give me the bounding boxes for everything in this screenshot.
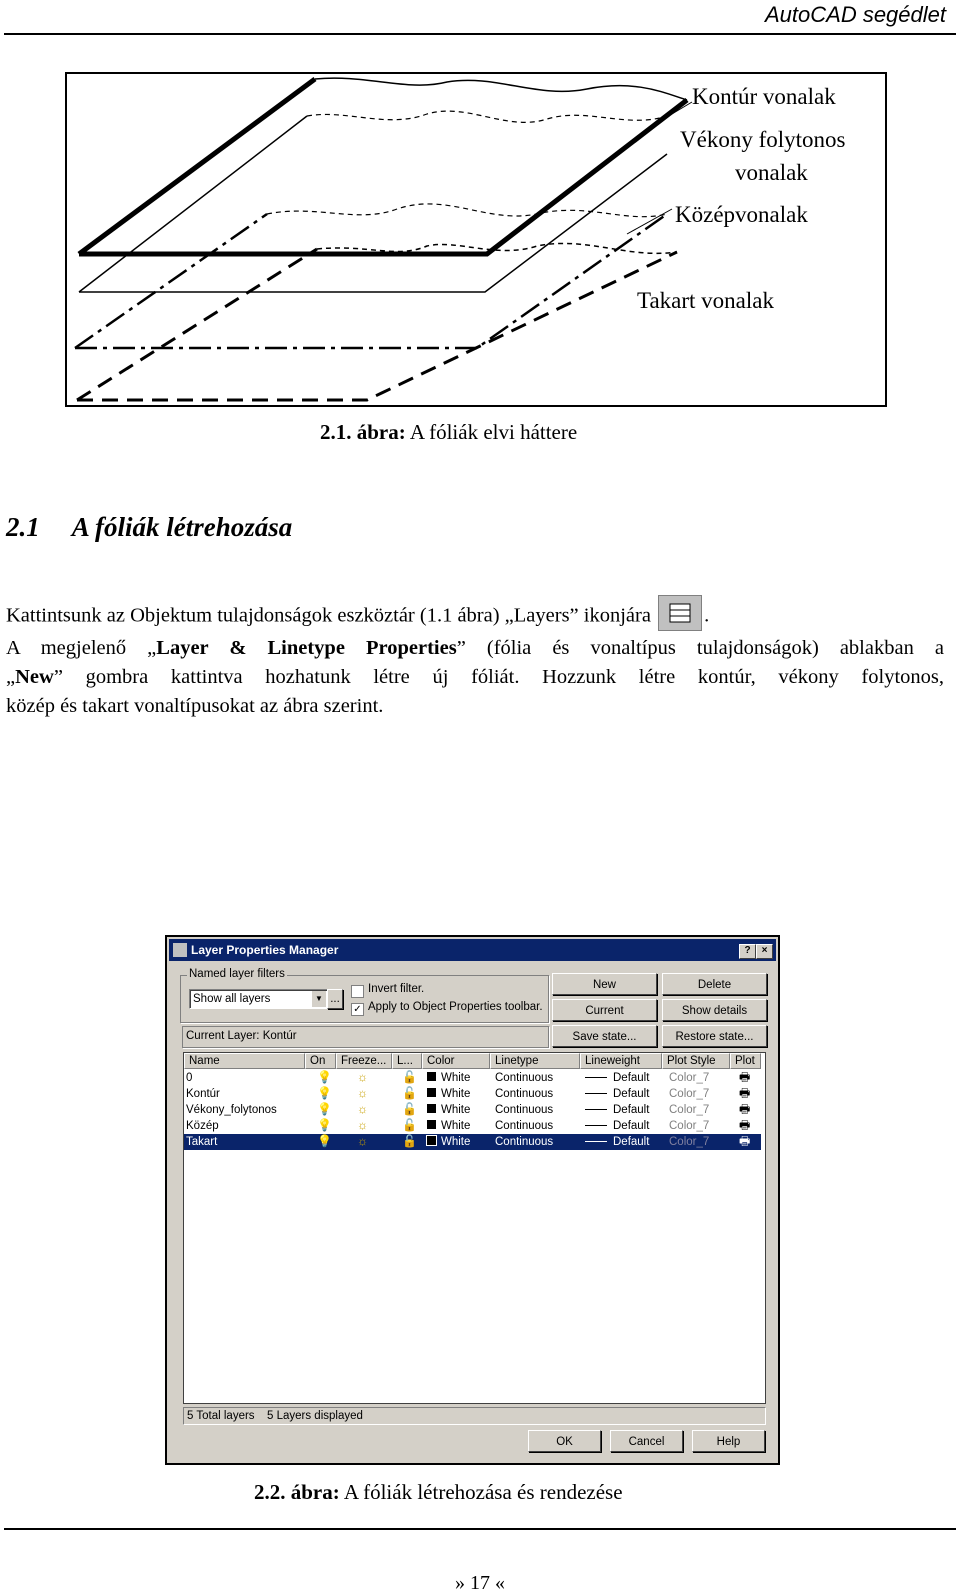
table-row[interactable] — [184, 1086, 761, 1102]
table-row[interactable] — [184, 1134, 761, 1150]
status-displayed: 5 Layers displayed — [267, 1410, 363, 1422]
delete-button[interactable]: Delete — [662, 973, 767, 995]
layer-lineweight[interactable]: Default — [585, 1118, 649, 1134]
chevron-down-icon[interactable]: ▼ — [312, 991, 326, 1007]
layer-lineweight[interactable]: Default — [585, 1134, 649, 1150]
unlocked-padlock-icon[interactable]: 🔓 — [402, 1134, 417, 1148]
paragraph-line-3: „New” gombra kattintva hozhatunk létre új fóliát. Hozzunk létre kontúr, vékony folytonos, — [6, 666, 944, 688]
unlocked-padlock-icon[interactable]: 🔓 — [402, 1086, 417, 1100]
lightbulb-on-icon[interactable]: 💡 — [317, 1134, 332, 1148]
color-swatch-icon — [427, 1072, 436, 1081]
column-header-plot-style[interactable]: Plot Style — [662, 1053, 730, 1069]
color-swatch-icon — [427, 1120, 436, 1129]
running-header: AutoCAD segédlet — [765, 2, 946, 27]
save-state-button[interactable]: Save state... — [552, 1025, 657, 1047]
layer-name: 0 — [186, 1072, 193, 1084]
layer-linetype[interactable]: Continuous — [495, 1120, 554, 1132]
printer-icon[interactable]: 🖶 — [739, 1102, 751, 1116]
layer-name: Kontúr — [186, 1088, 220, 1100]
column-header-on[interactable]: On — [305, 1053, 336, 1069]
table-row[interactable] — [184, 1070, 761, 1086]
new-button[interactable]: New — [552, 973, 657, 995]
sun-thaw-icon[interactable]: ☼ — [357, 1102, 368, 1116]
layer-lineweight[interactable]: Default — [585, 1102, 649, 1118]
help-button[interactable]: Help — [692, 1430, 765, 1452]
sun-thaw-icon[interactable]: ☼ — [357, 1134, 368, 1148]
layer-linetype[interactable]: Continuous — [495, 1088, 554, 1100]
layers-toolbar-icon — [658, 595, 702, 631]
current-button[interactable]: Current — [552, 999, 657, 1021]
printer-icon[interactable]: 🖶 — [739, 1086, 751, 1100]
color-swatch-icon — [427, 1088, 436, 1097]
column-header-linetype[interactable]: Linetype — [490, 1053, 580, 1069]
close-title-button[interactable]: × — [756, 944, 773, 959]
color-swatch-icon — [427, 1104, 436, 1113]
layer-lineweight[interactable]: Default — [585, 1086, 649, 1102]
paragraph-line-2: A megjelenő „Layer & Linetype Properties” (fólia és vonaltípus tulajdonságok) ablakban a — [6, 637, 944, 659]
label-contour: Kontúr vonalak — [692, 84, 836, 109]
figure-layers-concept — [65, 72, 887, 407]
filter-dropdown[interactable]: Show all layers ▼ — [189, 989, 328, 1009]
apply-toolbar-label: Apply to Object Properties toolbar. — [368, 1001, 543, 1013]
figure2-caption: 2.2. ábra: A fóliák létrehozása és rendezése — [254, 1480, 623, 1504]
printer-icon[interactable]: 🖶 — [739, 1134, 751, 1148]
ok-button[interactable]: OK — [528, 1430, 601, 1452]
layer-color[interactable]: White — [427, 1102, 470, 1118]
column-header-lineweight[interactable]: Lineweight — [580, 1053, 662, 1069]
status-bar — [183, 1407, 766, 1425]
layer-properties-dialog — [165, 935, 780, 1465]
column-header-lock[interactable]: L... — [392, 1053, 422, 1069]
help-title-button[interactable]: ? — [739, 944, 756, 959]
layer-color[interactable]: White — [427, 1118, 470, 1134]
column-header-freeze[interactable]: Freeze... — [336, 1053, 392, 1069]
browse-filter-button[interactable]: ... — [327, 989, 343, 1009]
layer-plot-style: Color_7 — [669, 1104, 710, 1116]
status-total: 5 Total layers — [187, 1410, 255, 1422]
sun-thaw-icon[interactable]: ☼ — [357, 1070, 368, 1084]
printer-icon[interactable]: 🖶 — [739, 1070, 751, 1084]
sun-thaw-icon[interactable]: ☼ — [357, 1086, 368, 1100]
column-header-name[interactable]: Name — [184, 1053, 305, 1069]
center-line-layer — [75, 214, 667, 348]
lineweight-sample-icon — [585, 1077, 607, 1078]
table-row[interactable] — [184, 1102, 761, 1118]
layer-name: Takart — [186, 1136, 218, 1148]
figure1-caption: 2.1. ábra: A fóliák elvi háttere — [320, 420, 578, 444]
show-details-button[interactable]: Show details — [662, 999, 767, 1021]
contour-line-layer — [79, 100, 687, 254]
paragraph-line-4: közép és takart vonaltípusokat az ábra szerint. — [6, 695, 384, 717]
layers-sketch — [67, 74, 885, 405]
lightbulb-on-icon[interactable]: 💡 — [317, 1086, 332, 1100]
app-icon — [173, 943, 187, 957]
section-heading: 2.1 A fóliák létrehozása — [6, 512, 293, 542]
current-layer-text: Current Layer: Kontúr — [186, 1030, 297, 1042]
unlocked-padlock-icon[interactable]: 🔓 — [402, 1070, 417, 1084]
lightbulb-on-icon[interactable]: 💡 — [317, 1070, 332, 1084]
lightbulb-on-icon[interactable]: 💡 — [317, 1118, 332, 1132]
layer-plot-style: Color_7 — [669, 1120, 710, 1132]
header-rule — [4, 33, 956, 35]
layer-plot-style: Color_7 — [669, 1136, 710, 1148]
lineweight-sample-icon — [585, 1125, 607, 1126]
lineweight-sample-icon — [585, 1141, 607, 1142]
layer-plot-style: Color_7 — [669, 1088, 710, 1100]
printer-icon[interactable]: 🖶 — [739, 1118, 751, 1132]
lightbulb-on-icon[interactable]: 💡 — [317, 1102, 332, 1116]
layer-plot-style: Color_7 — [669, 1072, 710, 1084]
layer-color[interactable]: White — [427, 1086, 470, 1102]
unlocked-padlock-icon[interactable]: 🔓 — [402, 1118, 417, 1132]
hidden-line-layer — [77, 252, 677, 400]
cancel-button[interactable]: Cancel — [610, 1430, 683, 1452]
color-swatch-icon — [427, 1136, 436, 1145]
label-center-line: Középvonalak — [675, 202, 808, 227]
paragraph-line-1: Kattintsunk az Objektum tulajdonságok eszköztár (1.1 ábra) „Layers” ikonjára . — [6, 599, 944, 635]
label-thin-line: Vékony folytonos — [680, 127, 846, 152]
table-row[interactable] — [184, 1118, 761, 1134]
layer-name: Közép — [186, 1120, 219, 1132]
layer-linetype[interactable]: Continuous — [495, 1136, 554, 1148]
invert-filter-checkbox[interactable] — [351, 985, 364, 998]
layer-list[interactable] — [183, 1052, 766, 1404]
unlocked-padlock-icon[interactable]: 🔓 — [402, 1102, 417, 1116]
layer-color[interactable]: White — [427, 1134, 470, 1150]
page-number: » 17 « — [455, 1572, 505, 1594]
label-hidden-line: Takart vonalak — [637, 288, 774, 313]
lineweight-sample-icon — [585, 1093, 607, 1094]
filters-group-label: Named layer filters — [189, 968, 285, 980]
restore-state-button[interactable]: Restore state... — [662, 1025, 767, 1047]
column-header-plot[interactable]: Plot — [730, 1053, 761, 1069]
layer-linetype[interactable]: Continuous — [495, 1072, 554, 1084]
layer-name: Vékony_folytonos — [186, 1104, 277, 1116]
current-layer-box — [182, 1026, 549, 1048]
layer-linetype[interactable]: Continuous — [495, 1104, 554, 1116]
dialog-titlebar: Layer Properties Manager ? × — [169, 939, 776, 961]
apply-toolbar-checkbox[interactable]: ✓ — [351, 1003, 364, 1016]
column-header-color[interactable]: Color — [422, 1053, 490, 1069]
lineweight-sample-icon — [585, 1109, 607, 1110]
label-thin-line-2: vonalak — [735, 160, 808, 185]
layer-color[interactable]: White — [427, 1070, 470, 1086]
layer-lineweight[interactable]: Default — [585, 1070, 649, 1086]
invert-filter-label: Invert filter. — [368, 983, 425, 995]
footer-rule — [4, 1528, 956, 1530]
sun-thaw-icon[interactable]: ☼ — [357, 1118, 368, 1132]
